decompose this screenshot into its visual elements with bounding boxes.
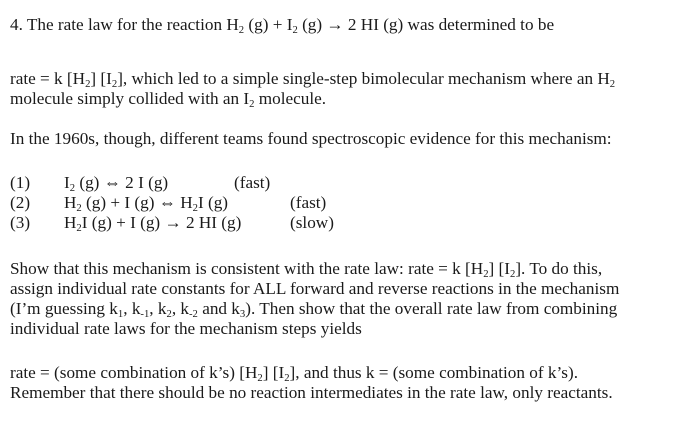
- text-run: I (g): [197, 193, 229, 212]
- text-run: , k: [171, 299, 189, 318]
- subscript: 2: [257, 372, 263, 384]
- instruction-line-3: [10, 299, 617, 319]
- step-3-speed: (slow): [290, 213, 334, 232]
- text-run: ). Then show that the overall rate law from combining: [245, 299, 618, 318]
- subscript: 3: [239, 308, 246, 320]
- subscript: 2: [249, 98, 255, 110]
- text-run: I (g) + I (g) → 2 HI (g): [81, 213, 242, 232]
- instruction-line-1: [10, 259, 602, 279]
- subscript: 2: [85, 78, 91, 90]
- step-2-number: (2): [10, 193, 31, 212]
- text-run: I: [64, 173, 70, 192]
- text-run: (g) + I (g) ⇔ H: [81, 193, 193, 212]
- text-run: ] [I: [488, 259, 510, 278]
- subscript: 2: [284, 372, 290, 384]
- text-run: ], which led to a simple single-step bimolecular mechanism where an H: [117, 69, 610, 88]
- question-line-1: [10, 15, 554, 35]
- text-run: , k: [149, 299, 167, 318]
- step-2-speed: (fast): [290, 193, 327, 212]
- text-run: molecule.: [254, 89, 327, 108]
- mechanism-intro: In the 1960s, though, different teams found spectroscopic evidence for this mechanism:: [10, 129, 612, 148]
- step-1-equation: [64, 173, 168, 193]
- subscript: 2: [609, 78, 616, 90]
- target-rate-line: [10, 363, 578, 383]
- text-run: Show that this mechanism is consistent with the rate law: rate = k [H: [10, 259, 484, 278]
- instruction-line-2: assign individual rate constants for ALL forward and reverse reactions in the mechanism: [10, 279, 620, 298]
- subscript: -2: [189, 308, 198, 320]
- text-run: (g) ⇔ 2 I (g): [75, 173, 169, 192]
- text-run: H: [64, 213, 77, 232]
- text-run: 4. The rate law for the reaction H: [10, 15, 239, 34]
- step-2-equation: [64, 193, 228, 213]
- step-1-number: (1): [10, 173, 31, 192]
- text-run: ] [I: [262, 363, 285, 382]
- subscript: 2: [509, 268, 516, 280]
- text-run: ]. To do this,: [515, 259, 603, 278]
- subscript: 2: [166, 308, 172, 320]
- subscript: 2: [76, 202, 82, 214]
- subscript: 2: [238, 24, 245, 36]
- text-run: H: [64, 193, 77, 212]
- text-run: molecule simply collided with an I: [10, 89, 250, 108]
- step-1-speed: (fast): [234, 173, 271, 192]
- text-run: ] [I: [90, 69, 112, 88]
- step-3-equation: [64, 213, 241, 233]
- subscript: 2: [111, 78, 118, 90]
- subscript: 2: [292, 24, 298, 36]
- text-run: rate = k [H: [10, 69, 86, 88]
- text-run: ], and thus k = (some combination of k’s).: [289, 363, 578, 382]
- rate-law-line-continued: [10, 89, 326, 109]
- subscript: 2: [483, 268, 489, 280]
- text-run: (I’m guessing k: [10, 299, 118, 318]
- subscript: 1: [117, 308, 124, 320]
- text-run: , k: [123, 299, 141, 318]
- subscript: 2: [76, 222, 82, 234]
- step-3-number: (3): [10, 213, 31, 232]
- rate-law-line: [10, 69, 615, 89]
- subscript: -1: [140, 308, 150, 320]
- reminder-line: Remember that there should be no reaction intermediates in the rate law, only reactants.: [10, 383, 613, 402]
- instruction-line-4: individual rate laws for the mechanism steps yields: [10, 319, 362, 338]
- subscript: 2: [69, 182, 76, 194]
- text-run: (g) + I: [244, 15, 293, 34]
- text-run: and k: [197, 299, 240, 318]
- subscript: 2: [192, 202, 198, 214]
- text-run: rate = (some combination of k’s) [H: [10, 363, 258, 382]
- text-run: (g) → 2 HI (g) was determined to be: [297, 15, 555, 34]
